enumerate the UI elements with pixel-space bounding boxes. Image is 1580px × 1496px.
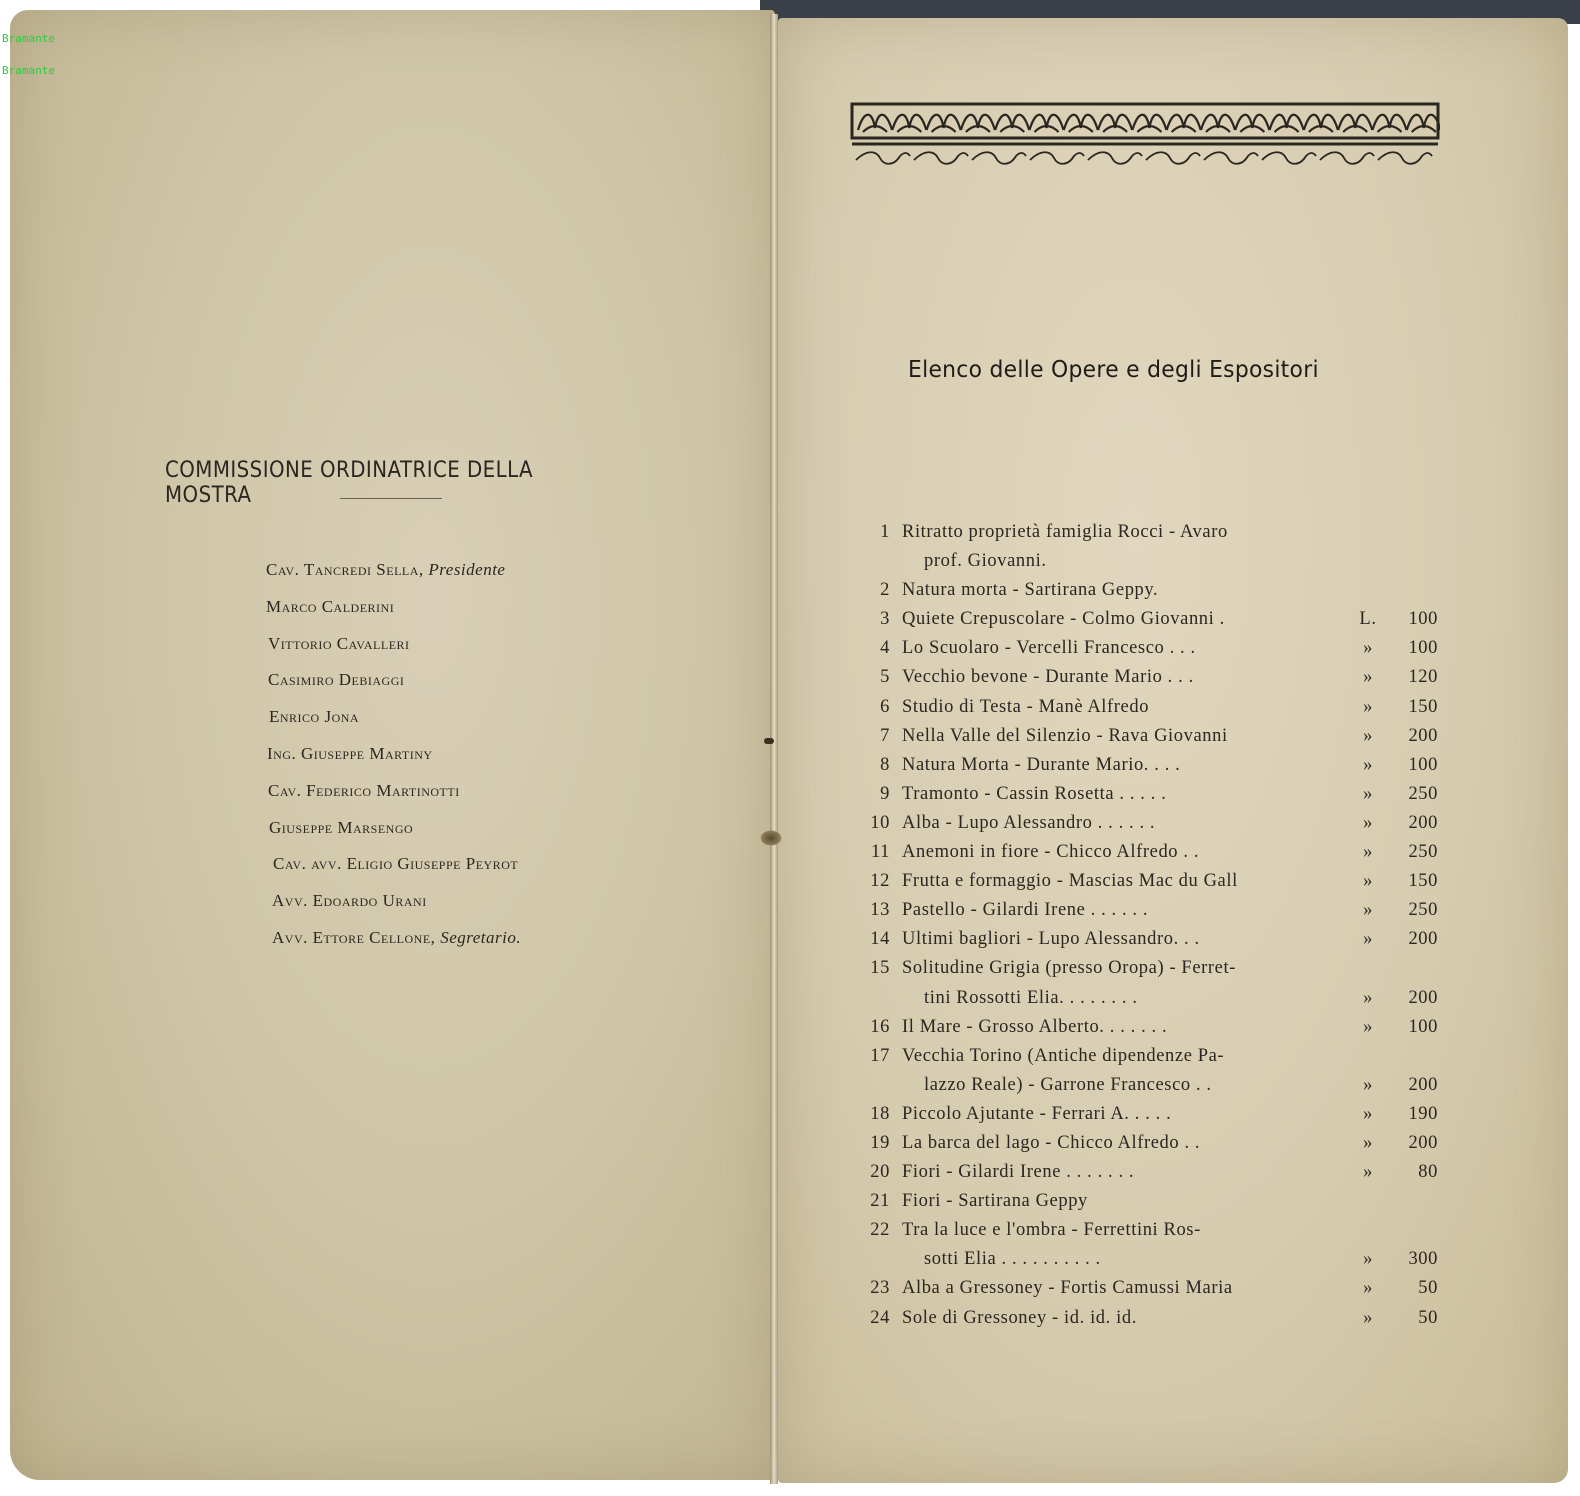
price-currency: »	[1363, 754, 1373, 775]
price-currency: »	[1363, 987, 1373, 1008]
member-name: Avv. Ettore Cellone,	[272, 927, 436, 947]
work-title-artist: tini Rossotti Elia. . . . . . . .	[924, 987, 1138, 1008]
work-title-artist: Anemoni in fiore - Chicco Alfredo . .	[902, 842, 1200, 863]
work-entry	[862, 1129, 1447, 1158]
work-title-artist: Tra la luce e l'ombra - Ferrettini Ros-	[902, 1220, 1201, 1241]
work-entry	[862, 1042, 1447, 1100]
work-entry	[862, 693, 1447, 722]
work-entry	[862, 1216, 1447, 1274]
price-currency: »	[1363, 1307, 1373, 1328]
member-name: Cav. Federico Martinotti	[268, 780, 460, 800]
work-number: 17	[870, 1045, 890, 1066]
work-number: 14	[870, 929, 890, 950]
work-entry	[862, 925, 1447, 954]
price-currency: »	[1363, 1103, 1373, 1124]
work-number: 9	[880, 783, 890, 804]
work-price: 200	[1408, 725, 1438, 746]
commission-title: COMMISSIONE ORDINATRICE DELLA MOSTRA	[165, 458, 534, 508]
work-entry	[862, 780, 1447, 809]
member-role: Presidente	[428, 560, 506, 579]
member-name: Ing. Giuseppe Martiny	[267, 743, 433, 763]
work-number: 2	[880, 580, 890, 601]
work-entry	[862, 605, 1447, 634]
work-title-artist: Tramonto - Cassin Rosetta . . . . .	[902, 783, 1167, 804]
staple-stain	[760, 830, 782, 846]
commission-member	[266, 666, 686, 703]
staple-mark	[764, 738, 774, 744]
price-currency: »	[1363, 812, 1373, 833]
work-title-artist: Natura Morta - Durante Mario. . . .	[902, 754, 1181, 775]
work-title-artist: Piccolo Ajutante - Ferrari A. . . . .	[902, 1103, 1172, 1124]
price-currency: »	[1363, 1132, 1373, 1153]
work-entry	[862, 518, 1447, 576]
work-price: 250	[1408, 842, 1438, 863]
commission-member	[266, 814, 686, 851]
price-currency: »	[1363, 1278, 1373, 1299]
work-title-artist: Nella Valle del Silenzio - Rava Giovanni	[902, 725, 1228, 746]
member-name: Enrico Jona	[269, 707, 360, 727]
work-title-artist: Fiori - Sartirana Geppy	[902, 1191, 1088, 1212]
works-list	[862, 518, 1447, 1333]
work-entry	[862, 1304, 1447, 1333]
commission-member-list	[266, 556, 686, 961]
work-title-artist: Alba - Lupo Alessandro . . . . . .	[902, 812, 1156, 833]
commission-member	[266, 887, 686, 924]
price-currency: L.	[1359, 609, 1377, 630]
work-price: 200	[1408, 929, 1438, 950]
member-name: Vittorio Cavalleri	[268, 633, 410, 653]
work-title-artist: Vecchia Torino (Antiche dipendenze Pa-	[902, 1045, 1225, 1066]
work-price: 100	[1408, 638, 1438, 659]
commission-member	[266, 703, 686, 740]
work-title-artist: Vecchio bevone - Durante Mario . . .	[902, 667, 1194, 688]
work-entry	[862, 751, 1447, 780]
watermark-text: Bramante	[2, 32, 55, 45]
member-name: Marco Calderini	[266, 596, 395, 616]
price-currency: »	[1363, 1162, 1373, 1183]
member-name: Giuseppe Marsengo	[269, 817, 414, 837]
work-price: 80	[1418, 1162, 1438, 1183]
decorative-border-ornament	[850, 100, 1440, 172]
member-role: Segretario.	[440, 927, 522, 947]
work-title-artist: Ritratto proprietà famiglia Rocci - Avaro	[902, 522, 1228, 542]
price-currency: »	[1363, 929, 1373, 950]
work-number: 13	[870, 900, 890, 921]
work-title-artist: Il Mare - Grosso Alberto. . . . . . .	[902, 1016, 1168, 1037]
price-currency: »	[1363, 783, 1373, 804]
price-currency: »	[1363, 1074, 1373, 1095]
work-entry	[862, 1187, 1447, 1216]
work-entry	[862, 809, 1447, 838]
work-number: 7	[880, 725, 890, 746]
work-entry	[862, 1274, 1447, 1303]
work-price: 300	[1408, 1249, 1438, 1270]
work-number: 20	[870, 1162, 890, 1183]
work-title-artist: Alba a Gressoney - Fortis Camussi Maria	[902, 1278, 1233, 1299]
work-number: 22	[870, 1220, 890, 1241]
work-number: 15	[870, 958, 890, 979]
work-title-artist: Frutta e formaggio - Mascias Mac du Gall	[902, 871, 1238, 892]
work-number: 10	[870, 812, 890, 833]
work-number: 4	[880, 638, 890, 659]
work-title-artist: Lo Scuolaro - Vercelli Francesco . . .	[902, 638, 1196, 659]
commission-member	[266, 556, 686, 593]
commission-member	[266, 924, 686, 961]
work-number: 18	[870, 1103, 890, 1124]
work-price: 120	[1408, 667, 1438, 688]
work-price: 250	[1408, 783, 1438, 804]
work-title-artist: La barca del lago - Chicco Alfredo . .	[902, 1132, 1201, 1153]
price-currency: »	[1363, 1016, 1373, 1037]
price-currency: »	[1363, 1249, 1373, 1270]
price-currency: »	[1363, 667, 1373, 688]
commission-member	[266, 740, 686, 777]
work-title-artist: Solitudine Grigia (presso Oropa) - Ferret-	[902, 958, 1236, 979]
work-price: 50	[1418, 1278, 1438, 1299]
work-price: 100	[1408, 754, 1438, 775]
price-currency: »	[1363, 871, 1373, 892]
commission-member	[266, 593, 686, 630]
work-title-artist: lazzo Reale) - Garrone Francesco . .	[924, 1074, 1212, 1095]
commission-member	[266, 630, 686, 667]
price-currency: »	[1363, 638, 1373, 659]
work-price: 50	[1418, 1307, 1438, 1328]
work-price: 100	[1408, 1016, 1438, 1037]
title-divider	[340, 498, 442, 499]
booklet-spine	[770, 14, 778, 1484]
work-title-artist: Ultimi bagliori - Lupo Alessandro. . .	[902, 929, 1200, 950]
price-currency: »	[1363, 725, 1373, 746]
member-name: Cav. avv. Eligio Giuseppe Peyrot	[273, 854, 519, 874]
work-entry	[862, 838, 1447, 867]
work-title-artist: Fiori - Gilardi Irene . . . . . . .	[902, 1162, 1135, 1183]
work-entry	[862, 663, 1447, 692]
watermark-text: Bramante	[2, 64, 55, 77]
work-price: 150	[1408, 871, 1438, 892]
commission-member	[266, 850, 686, 887]
work-entry	[862, 1100, 1447, 1129]
work-entry	[862, 954, 1447, 1012]
member-name: Cav. Tancredi Sella,	[266, 560, 424, 579]
work-number: 6	[880, 696, 890, 717]
work-number: 5	[880, 667, 890, 688]
work-number: 23	[870, 1278, 890, 1299]
price-currency: »	[1363, 842, 1373, 863]
price-currency: »	[1363, 696, 1373, 717]
work-entry	[862, 867, 1447, 896]
work-number: 11	[870, 842, 890, 863]
work-title-artist: Sole di Gressoney - id. id. id.	[902, 1307, 1137, 1328]
work-number: 12	[870, 871, 890, 892]
work-number: 24	[870, 1307, 890, 1328]
work-entry	[862, 634, 1447, 663]
work-price: 190	[1408, 1103, 1438, 1124]
work-number: 3	[880, 609, 890, 630]
work-number: 1	[880, 522, 890, 542]
commission-member	[266, 777, 686, 814]
member-name: Casimiro Debiaggi	[268, 670, 405, 690]
work-price: 100	[1408, 609, 1438, 630]
work-price: 150	[1408, 696, 1438, 717]
work-number: 21	[870, 1191, 890, 1212]
work-title-artist: Studio di Testa - Manè Alfredo	[902, 696, 1150, 717]
work-number: 8	[880, 754, 890, 775]
work-entry	[862, 896, 1447, 925]
work-price: 200	[1408, 987, 1438, 1008]
work-price: 200	[1408, 1074, 1438, 1095]
work-title-artist: prof. Giovanni.	[924, 551, 1047, 572]
work-title-artist: sotti Elia . . . . . . . . . .	[924, 1249, 1101, 1270]
work-price: 200	[1408, 812, 1438, 833]
work-number: 16	[870, 1016, 890, 1037]
catalog-title: Elenco delle Opere e degli Espositori	[908, 357, 1319, 383]
work-entry	[862, 576, 1447, 605]
member-name: Avv. Edoardo Urani	[272, 891, 427, 911]
work-entry	[862, 1158, 1447, 1187]
work-price: 250	[1408, 900, 1438, 921]
work-entry	[862, 722, 1447, 751]
work-number: 19	[870, 1132, 890, 1153]
work-title-artist: Pastello - Gilardi Irene . . . . . .	[902, 900, 1149, 921]
price-currency: »	[1363, 900, 1373, 921]
work-title-artist: Quiete Crepuscolare - Colmo Giovanni .	[902, 609, 1225, 630]
work-price: 200	[1408, 1132, 1438, 1153]
work-entry	[862, 1013, 1447, 1042]
work-title-artist: Natura morta - Sartirana Geppy.	[902, 580, 1159, 601]
